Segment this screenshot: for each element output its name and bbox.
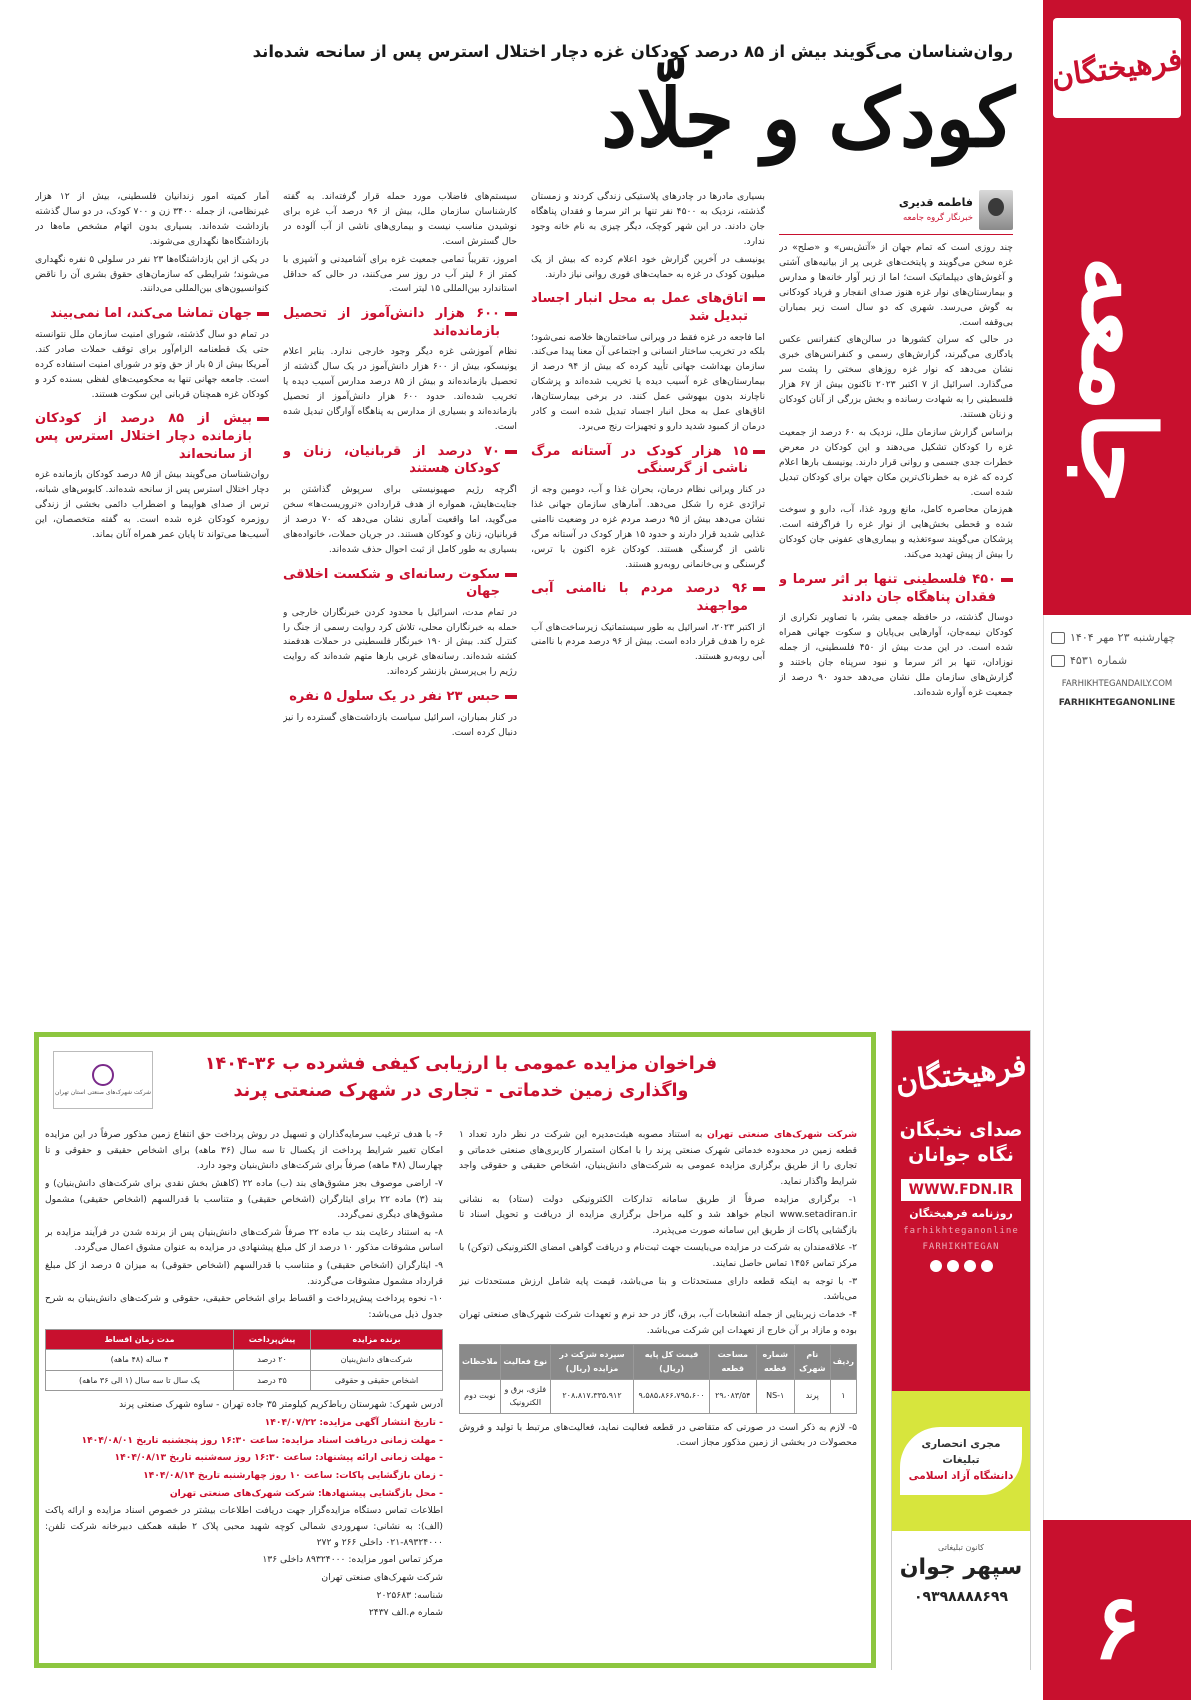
table-row: اشخاص حقیقی و حقوقی ۳۵ درصد یک سال تا سه سال (۱ الی ۳۶ ماهه) bbox=[46, 1370, 443, 1391]
ad-slogan: صدای نخبگان نگاه جوانان bbox=[899, 1119, 1023, 1166]
notice-date: - مهلت زمانی ارائه پیشنهاد: ساعت ۱۶:۳۰ روز سه‌شنبه تاریخ ۱۴۰۴/۰۸/۱۳ bbox=[114, 1452, 443, 1464]
web-icon[interactable] bbox=[930, 1260, 942, 1272]
paragraph: دوسال گذشته، در حافظه جمعی بشر، با تصاویر تکراری از کودکان نیمه‌جان، آوارهایی بی‌پایان و سکوت جهانی همراه شده است. در این مدت بیش از ۴۵۰ فلسطینی، از جمله نوزادان، تنها بر اثر سرما و نبود سرپناه جان باختند و گزارش‌های سازمان ملل نشان می‌دهد حدود ۹۰ درصد از جمعیت غزه آواره شده‌اند. bbox=[779, 612, 1013, 698]
subheading: ۷۰ درصد از قربانیان، زنان و کودکان هستند bbox=[283, 443, 517, 478]
masthead-band bbox=[1043, 0, 1191, 135]
ad-handle-2: FARHIKHTEGAN bbox=[922, 1242, 1000, 1253]
table-header: نوع فعالیت bbox=[500, 1345, 550, 1379]
ministry-emblem: شرکت شهرک‌های صنعتی استان تهران bbox=[53, 1051, 153, 1109]
table-header: مدت زمان اقساط bbox=[46, 1329, 234, 1350]
paragraph: در حالی که سران کشورها در سالن‌های کنفرانس عکس یادگاری می‌گیرند، گزارش‌های رسمی و کنفرانس‌های خبری نشان می‌دهد که نوار غزه روزهای سختی را پشت سر می‌گذارد. اسرائیل از ۷ اکتبر ۲۰۲۳ تاکنون بیش از ۶۷ هزار فلسطینی را به شهادت رسانده و بخش بزرگی از آنان کودکان و زنان هستند. bbox=[779, 334, 1013, 420]
ad-logo: فرهیختگان bbox=[893, 1047, 1029, 1102]
subheading: حبس ۲۳ نفر در یک سلول ۵ نفره bbox=[283, 688, 517, 706]
paragraph: روان‌شناسان می‌گویند بیش از ۸۵ درصد کودکان بازمانده غزه دچار اختلال استرس پس از سانحه شده‌اند. کابوس‌های شبانه، ترس از صدای هواپیما و اضطراب دائمی بخشی از زندگی روزمره کودکان غزه شده است. به گفته متخصصان، این آسیب‌ها می‌تواند تا پایان عمر همراه آنان بماند. bbox=[35, 469, 269, 540]
dash-icon bbox=[1001, 578, 1013, 582]
paragraph: سیستم‌های فاضلاب مورد حمله قرار گرفته‌اند. به گفته کارشناسان سازمان ملل، بیش از ۹۶ درصد آب غزه برای نوشیدن مناسب نیست و بیماری‌های ناشی از آب آلوده در حال گسترش است. bbox=[283, 191, 517, 247]
article-column-3 bbox=[283, 190, 517, 990]
paragraph: در تمام مدت، اسرائیل با محدود کردن خبرنگاران خارجی و حمله به خبرنگاران محلی، تلاش کرد روایت رسمی از جنگ را کنترل کند. بیش از ۱۹۰ خبرنگار فلسطینی در حملات هدفمند کشته شده‌اند. رسانه‌های غربی بارها متهم شده‌اند که روایت رژیم را بی‌پرسش بازنشر کرده‌اند. bbox=[283, 606, 517, 678]
author-name: فاطمه قدیری bbox=[898, 196, 973, 210]
dash-icon bbox=[753, 297, 765, 301]
paragraph: در کنار بمباران، اسرائیل سیاست بازداشت‌های گسترده را نیز دنبال کرده است. bbox=[283, 711, 517, 738]
author-photo bbox=[979, 190, 1013, 230]
notice-date: - محل بازگشایی پیشنهادها: شرکت شهرک‌های صنعتی تهران bbox=[169, 1487, 443, 1499]
paragraph: اما فاجعه در غزه فقط در ویرانی ساختمان‌ها خلاصه نمی‌شود؛ بلکه در تخریب ساختار انسانی و اجتماعی آن معنا پیدا می‌کند. سازمان بهداشت جهانی تأیید کرده که بیش از ۹۴ درصد از بیمارستان‌های غزه آسیب دیده یا تخریب شده‌اند و پزشکان ناچارند بدون بیهوشی عمل کنند. در برخی بیمارستان‌ها، اتاق‌های عمل به محل انبار اجساد تبدیل شده است و کادر درمان از کمبود شدید دارو و تجهیزات رنج می‌برد. bbox=[531, 331, 765, 432]
dash-icon bbox=[753, 587, 765, 591]
notice-paragraph: ۱- برگزاری مزایده صرفاً از طریق سامانه تدارکات الکترونیکی دولت (ستاد) به نشانی www.setadiran.ir انجام خواهد شد و کلیه مراحل برگزاری مزایده از دریافت و تحویل اسناد تا بازگشایی پاکات از طریق این سامانه صورت می‌پذیرد. bbox=[459, 1193, 857, 1236]
subheading: ۹۶ درصد مردم با ناامنی آبی مواجهند bbox=[531, 580, 765, 615]
notice-paragraph: ۱۰- نحوه پرداخت پیش‌پرداخت و اقساط برای اشخاص حقیقی، حقوقی و شرکت‌های دانش‌بنیان به شرح جدول ذیل می‌باشد: bbox=[45, 1293, 443, 1321]
dash-icon bbox=[753, 450, 765, 454]
table-header: پیش‌پرداخت bbox=[234, 1329, 311, 1350]
date-row bbox=[1051, 630, 1183, 645]
table-header: سپرده شرکت در مزایده (ریال) bbox=[550, 1345, 633, 1379]
table-header: شماره قطعه bbox=[756, 1345, 794, 1379]
paragraph: از اکتبر ۲۰۲۳، اسرائیل به طور سیستماتیک زیرساخت‌های آب غزه را هدف قرار داده است. بیش از ۹۶ درصد مردم با ناامنی آبی روبه‌رو هستند. bbox=[531, 621, 765, 663]
notice-address: آدرس شهرک: شهرستان رباط‌کریم کیلومتر ۳۵ جاده تهران - ساوه شهرک صنعتی پرند bbox=[119, 1399, 443, 1411]
table-row: شرکت‌های دانش‌بنیان ۲۰ درصد ۴ ساله (۴۸ ماهه) bbox=[46, 1350, 443, 1371]
ad-agency bbox=[892, 1531, 1030, 1671]
tender-notice bbox=[34, 1032, 876, 1668]
paragraph: هم‌زمان محاصره کامل، مانع ورود غذا، آب، دارو و سوخت شده و قحطی بخش‌هایی از نوار غزه را فراگرفته است. پزشکان می‌گویند سوءتغذیه و بیماری‌های عفونی جان کودکان را بیش از پیش تهدید می‌کند. bbox=[779, 504, 1013, 561]
promo-ad[interactable] bbox=[891, 1030, 1031, 1670]
table-row: ۱ پرند NS-۱ ۲۹،۰۸۳/۵۴ ۹،۵۸۵،۸۶۶،۷۹۵،۶۰۰ ۲۰۸،۸۱۷،۳۳۵،۹۱۲ فلزی، برق و الکترونیک نوبت دوم bbox=[460, 1379, 857, 1413]
paragraph: امروز، تقریباً تمامی جمعیت غزه برای آشامیدنی و آشپزی با کمتر از ۶ لیتر آب در روز سر می‌کنند، در حالی که حداقل استاندارد بین‌المللی ۱۵ لیتر است. bbox=[283, 253, 517, 295]
dash-icon bbox=[505, 312, 517, 316]
notice-company: شرکت شهرک‌های صنعتی تهران bbox=[321, 1571, 443, 1583]
table-header: قیمت کل پایه (ریال) bbox=[634, 1345, 710, 1379]
notice-paragraph: ۸- به استناد رعایت بند ب ماده ۲۲ صرفاً شرکت‌های دانش‌بنیان پس از برنده شدن در فرآیند مزایده بر اساس مشوقات مذکور ۱۰ درصد از کل مبلغ پیشنهادی در مزایده به عنوان مشوق اعمال می‌گردد. bbox=[45, 1226, 443, 1254]
page-number-band bbox=[1043, 1520, 1191, 1700]
notice-title: فراخوان مزایده عمومی با ارزیابی کیفی فشرده ب ۳۶-۱۴۰۴ واگذاری زمین خدماتی - تجاری در شهرک صنعتی پرند bbox=[204, 1054, 718, 1102]
social-icons bbox=[892, 1260, 1030, 1272]
article-column-2 bbox=[531, 190, 765, 990]
agency-phone[interactable]: ۰۹۳۹۸۸۸۸۶۹۹ bbox=[914, 1589, 1008, 1606]
subheading: بیش از ۸۵ درصد از کودکان بازمانده دچار اختلال استرس پس از سانحه‌اند bbox=[35, 410, 269, 463]
article-column-1 bbox=[779, 190, 1013, 990]
notice-column-left bbox=[45, 1127, 443, 1657]
subheading: ۶۰۰ هزار دانش‌آموز از تحصیل بازمانده‌اند bbox=[283, 305, 517, 340]
article-column-4 bbox=[35, 190, 269, 990]
ad-subtitle: روزنامه فرهیختگان bbox=[909, 1207, 1013, 1221]
side-strip bbox=[1043, 0, 1191, 1700]
newspaper-icon bbox=[1051, 655, 1065, 667]
issue-date: چهارشنبه ۲۳ مهر ۱۴۰۴ bbox=[1070, 631, 1176, 644]
paragraph: در کنار ویرانی نظام درمان، بحران غذا و آب، دومین وجه از تراژدی غزه را شکل می‌دهد. آمارهای سازمان جهانی غذا نشان می‌دهد بیش از ۹۵ درصد مردم غزه در وضعیت ناامنی غذایی شدید قرار دارند و حدود ۱۵ هزار کودک در آستانه مرگ ناشی از گرسنگی هستند. کودکان غزه اکنون با ترس، گرسنگی و بی‌خانمانی روبه‌رو هستند. bbox=[531, 483, 765, 570]
section-title: جامعه bbox=[1059, 256, 1177, 504]
newspaper-logo[interactable] bbox=[1049, 18, 1185, 118]
seal-icon bbox=[92, 1064, 114, 1086]
ad-handle: farhikhteganonline bbox=[903, 1226, 1019, 1237]
agency-label: کانون تبلیغاتی bbox=[938, 1543, 984, 1552]
subheading: ۴۵۰ فلسطینی تنها بر اثر سرما و فقدان پناهگاه جان دادند bbox=[779, 571, 1013, 606]
paragraph: اگرچه رژیم صهیونیستی برای سرپوش گذاشتن بر جنایت‌هایش، همواره از هدف قراردادن «تروریست‌ها» سخن می‌گوید، اما واقعیت آماری نشان می‌دهد که ۷۰ درصد از قربانیان، زنان و کودکان هستند. در جریان حملات، خانواده‌های بسیاری به طور کامل از ثبت احوال حذف شده‌اند. bbox=[283, 483, 517, 555]
notice-column-right bbox=[459, 1127, 857, 1657]
subheading: جهان تماشا می‌کند، اما نمی‌بیند bbox=[35, 305, 269, 323]
lot-table bbox=[459, 1344, 857, 1413]
logo-text: فرهیختگان bbox=[1049, 41, 1185, 95]
subheading: سکوت رسانه‌ای و شکست اخلاقی جهان bbox=[283, 566, 517, 601]
payment-table bbox=[45, 1329, 443, 1392]
twitter-icon[interactable] bbox=[947, 1260, 959, 1272]
table-header: ردیف bbox=[830, 1345, 856, 1379]
notice-date: - زمان بازگشایی پاکات: ساعت ۱۰ روز چهارشنبه تاریخ ۱۴۰۴/۰۸/۱۴ bbox=[143, 1470, 443, 1482]
table-header: ملاحظات bbox=[460, 1345, 501, 1379]
ad-website[interactable]: WWW.FDN.IR bbox=[901, 1179, 1021, 1201]
subheading: اتاق‌های عمل به محل انبار اجساد تبدیل شد bbox=[531, 290, 765, 325]
author-byline bbox=[779, 190, 1013, 235]
article-kicker: روان‌شناسان می‌گویند بیش از ۸۵ درصد کودکان غزه دچار اختلال استرس پس از سانحه شده‌اند bbox=[252, 42, 1013, 61]
notice-paragraph: ۵- لازم به ذکر است در صورتی که متقاضی در قطعه فعالیت نماید، فعالیت‌های مرتبط با تولید و فروش محصولات در بخشی از زمین مذکور مجاز است. bbox=[459, 1421, 857, 1449]
website-link[interactable]: FARHIKHTEGANDAILY.COM bbox=[1061, 678, 1173, 689]
notice-paragraph: ۶- با هدف ترغیب سرمایه‌گذاران و تسهیل در روش پرداخت حق انتفاع زمین مذکور صرفاً در این مزایده امکان تغییر شرایط پرداخت از یکسال تا سه سال (۳۶ ماهه) برای اشخاص حقیقی و حقوقی و تا چهارسال (۴۸ ماهه) صرفاً برای شرکت‌های دانش‌بنیان وجود دارد. bbox=[45, 1129, 443, 1172]
calendar-icon bbox=[1051, 632, 1065, 644]
table-header: نام شهرک bbox=[794, 1345, 830, 1379]
telegram-icon[interactable] bbox=[964, 1260, 976, 1272]
notice-paragraph: ۴- خدمات زیربنایی از جمله انشعابات آب، برق، گاز در حد نرم و تعهدات شرکت شهرک‌های صنعتی تهران بوده و مازاد بر آن خارج از تعهدات این شرکت می‌باشد. bbox=[459, 1309, 857, 1336]
issue-number: شماره ۴۵۳۱ bbox=[1070, 654, 1128, 668]
ad-sponsor bbox=[892, 1391, 1030, 1531]
notice-paragraph: ۳- با توجه به اینکه قطعه دارای مستحدثات و بنا می‌باشد، قیمت پایه شامل ارزش مستحدثات نیز می‌باشد. bbox=[459, 1275, 857, 1303]
notice-paragraph: ۹- ایثارگران (اشخاص حقیقی) و متناسب با قدرالسهم (اشخاص حقوقی) به میزان ۵ درصد از کل مبلغ قرارداد مشمول مشوقات می‌گردند. bbox=[45, 1260, 443, 1287]
page-number: ۶ bbox=[1092, 1574, 1142, 1680]
article-body bbox=[35, 190, 1013, 990]
table-header: مساحت قطعه bbox=[709, 1345, 756, 1379]
notice-date: - تاریخ انتشار آگهی مزایده: ۱۴۰۴/۰۷/۲۲ bbox=[264, 1417, 443, 1429]
notice-paragraph: شرکت شهرک‌های صنعتی تهران به استناد مصوبه هیئت‌مدیره این شرکت در نظر دارد تعداد ۱ قطعه زمین در محدوده خدماتی شهرک صنعتی پرند را با امکان استمرار کاربری‌های صنعتی خدماتی و تجاری را از طریق برگزاری مزایده عمومی به شرکت‌های دانش‌بنیان، اشخاص حقیقی و حقوقی واجد شرایط واگذار نماید. bbox=[459, 1129, 857, 1187]
issue-meta bbox=[1051, 630, 1183, 709]
paragraph: براساس گزارش سازمان ملل، نزدیک به ۶۰ درصد از جمعیت غزه را کودکان تشکیل می‌دهند و این کودکان در معرض خطرات جدی جسمی و روانی قرار دارند. یونیسف بارها اعلام کرده که غزه به خطرناک‌ترین مکان جهان برای کودکان تبدیل شده است. bbox=[779, 426, 1013, 498]
dash-icon bbox=[505, 573, 517, 577]
dash-icon bbox=[505, 695, 517, 699]
notice-code: شناسه: ۲۰۲۵۶۸۳ bbox=[376, 1589, 443, 1601]
ad-top bbox=[892, 1031, 1030, 1391]
table-header: برنده مزایده bbox=[311, 1329, 443, 1350]
notice-center: مرکز تماس امور مزایده: ۸۹۳۲۴۰۰۰ داخلی ۱۳۶ bbox=[262, 1554, 443, 1566]
notice-code-2: شماره م.الف ۲۴۳۷ bbox=[368, 1607, 443, 1619]
issue-row bbox=[1051, 653, 1183, 668]
subheading: ۱۵ هزار کودک در آستانه مرگ ناشی از گرسنگی bbox=[531, 443, 765, 478]
sponsor-box: مجری انحصاری تبلیغات دانشگاه آزاد اسلامی bbox=[900, 1427, 1022, 1494]
paragraph: آمار کمیته امور زندانیان فلسطینی، بیش از ۱۲ هزار غیرنظامی، از جمله ۳۴۰۰ زن و ۷۰۰ کودک، در دو سال گذشته بازداشت شده‌اند. بسیاری بدون اتهام مشخص ماه‌ها در بازداشتگاه‌ها نگهداری می‌شوند. bbox=[35, 191, 269, 247]
paragraph: یونیسف در آخرین گزارش خود اعلام کرده که بیش از یک میلیون کودک در غزه به حمایت‌های فوری روانی نیاز دارند. bbox=[531, 253, 765, 280]
author-role: خبرنگار گروه جامعه bbox=[902, 213, 973, 224]
social-handle[interactable]: FARHIKHTEGANONLINE bbox=[1058, 697, 1176, 708]
agency-brand: سپهر جوان bbox=[899, 1555, 1023, 1580]
paragraph: نظام آموزشی غزه دیگر وجود خارجی ندارد. بنابر اعلام یونیسکو، بیش از ۶۰۰ هزار دانش‌آموز در یک سال گذشته از تحصیل بازمانده‌اند و بیش از ۸۵ درصد مدارس آسیب دیده یا تخریب شده‌اند. حدود ۶۰۰ هزار دانش‌آموز از تحصیل بازمانده‌اند و بسیاری از مدارس به پناهگاه آوارگان تبدیل شده است. bbox=[283, 346, 517, 432]
notice-paragraph: ۲- علاقه‌مندان به شرکت در مزایده می‌بایست جهت ثبت‌نام و دریافت گواهی امضای الکترونیکی (توکن) با مرکز تماس ۱۴۵۶ تماس حاصل نمایند. bbox=[459, 1242, 857, 1270]
dash-icon bbox=[257, 417, 269, 421]
paragraph: چند روزی است که تمام جهان از «آتش‌بس» و «صلح» در غزه سخن می‌گویند و پایتخت‌های غربی پر از بیانیه‌های آشتی و آغوش‌های دیپلماتیک است؛ اما از زیر آوار خانه‌ها و مدارس و بیمارستان‌های نوار غزه هنوز صدای انفجار و فریاد کودکانی به گوش می‌رسد. شهری که دو سال است زیر بمباران بی‌وقفه است. bbox=[779, 242, 1013, 328]
notice-contact: اطلاعات تماس دستگاه مزایده‌گزار جهت دریافت اطلاعات بیشتر در خصوص اسناد مزایده و ارائه پاکت (الف): به نشانی: سهروردی شمالی کوچه شهید محبی پلاک ۲ طبقه همکف دبیرخانه شرکت تلفن: ۸۹۳۲۴۰۰۰-۰۲۱ داخلی ۲۶۶ و ۲۷۲ bbox=[45, 1505, 443, 1548]
paragraph: در تمام دو سال گذشته، شورای امنیت سازمان ملل نتوانسته حتی یک قطعنامه الزام‌آور برای توقف حملات صادر کند. آمریکا بیش از ۵ بار از حق وتو در شورای امنیت استفاده کرده است. جامعه جهانی تنها به محکومیت‌های لفظی بسنده کرد و کودکان غزه همچنان قربانی این سکوت هستند. bbox=[35, 328, 269, 400]
article-headline: کودک و جلّاد bbox=[601, 71, 1015, 165]
notice-date: - مهلت زمانی دریافت اسناد مزایده: ساعت ۱۶:۳۰ روز پنجشنبه تاریخ ۱۴۰۴/۰۸/۰۱ bbox=[81, 1434, 443, 1446]
paragraph: در یکی از این بازداشتگاه‌ها ۲۳ نفر در سلولی ۵ نفره نگهداری می‌شوند؛ شرایطی که سازمان‌های حقوق بشری آن را ناقض کنوانسیون‌های بین‌المللی می‌دانند. bbox=[35, 253, 269, 295]
dash-icon bbox=[505, 450, 517, 454]
notice-paragraph: ۷- اراضی موصوف بجز مشوق‌های بند (ب) ماده ۲۲ (کاهش بخش نقدی برای شرکت‌های دانش‌بنیان) و بند (۳) ماده ۲۲ برای ایثارگران (اشخاص حقیقی) و متناسب با قدرالسهم (اشخاص حقیقی) مشمول مشوق‌های دیگری نمی‌گردد. bbox=[45, 1177, 443, 1221]
notice-body bbox=[45, 1127, 857, 1657]
paragraph: بسیاری مادرها در چادرهای پلاستیکی زندگی کردند و زمستان گذشته، نزدیک به ۴۵۰۰ نفر تنها بر اثر سرما و فقدان پناهگاه جان دادند. در این شهر کوچک، دیگر چیزی به نام خانه وجود ندارد. bbox=[531, 191, 765, 247]
instagram-icon[interactable] bbox=[981, 1260, 993, 1272]
dash-icon bbox=[257, 312, 269, 316]
